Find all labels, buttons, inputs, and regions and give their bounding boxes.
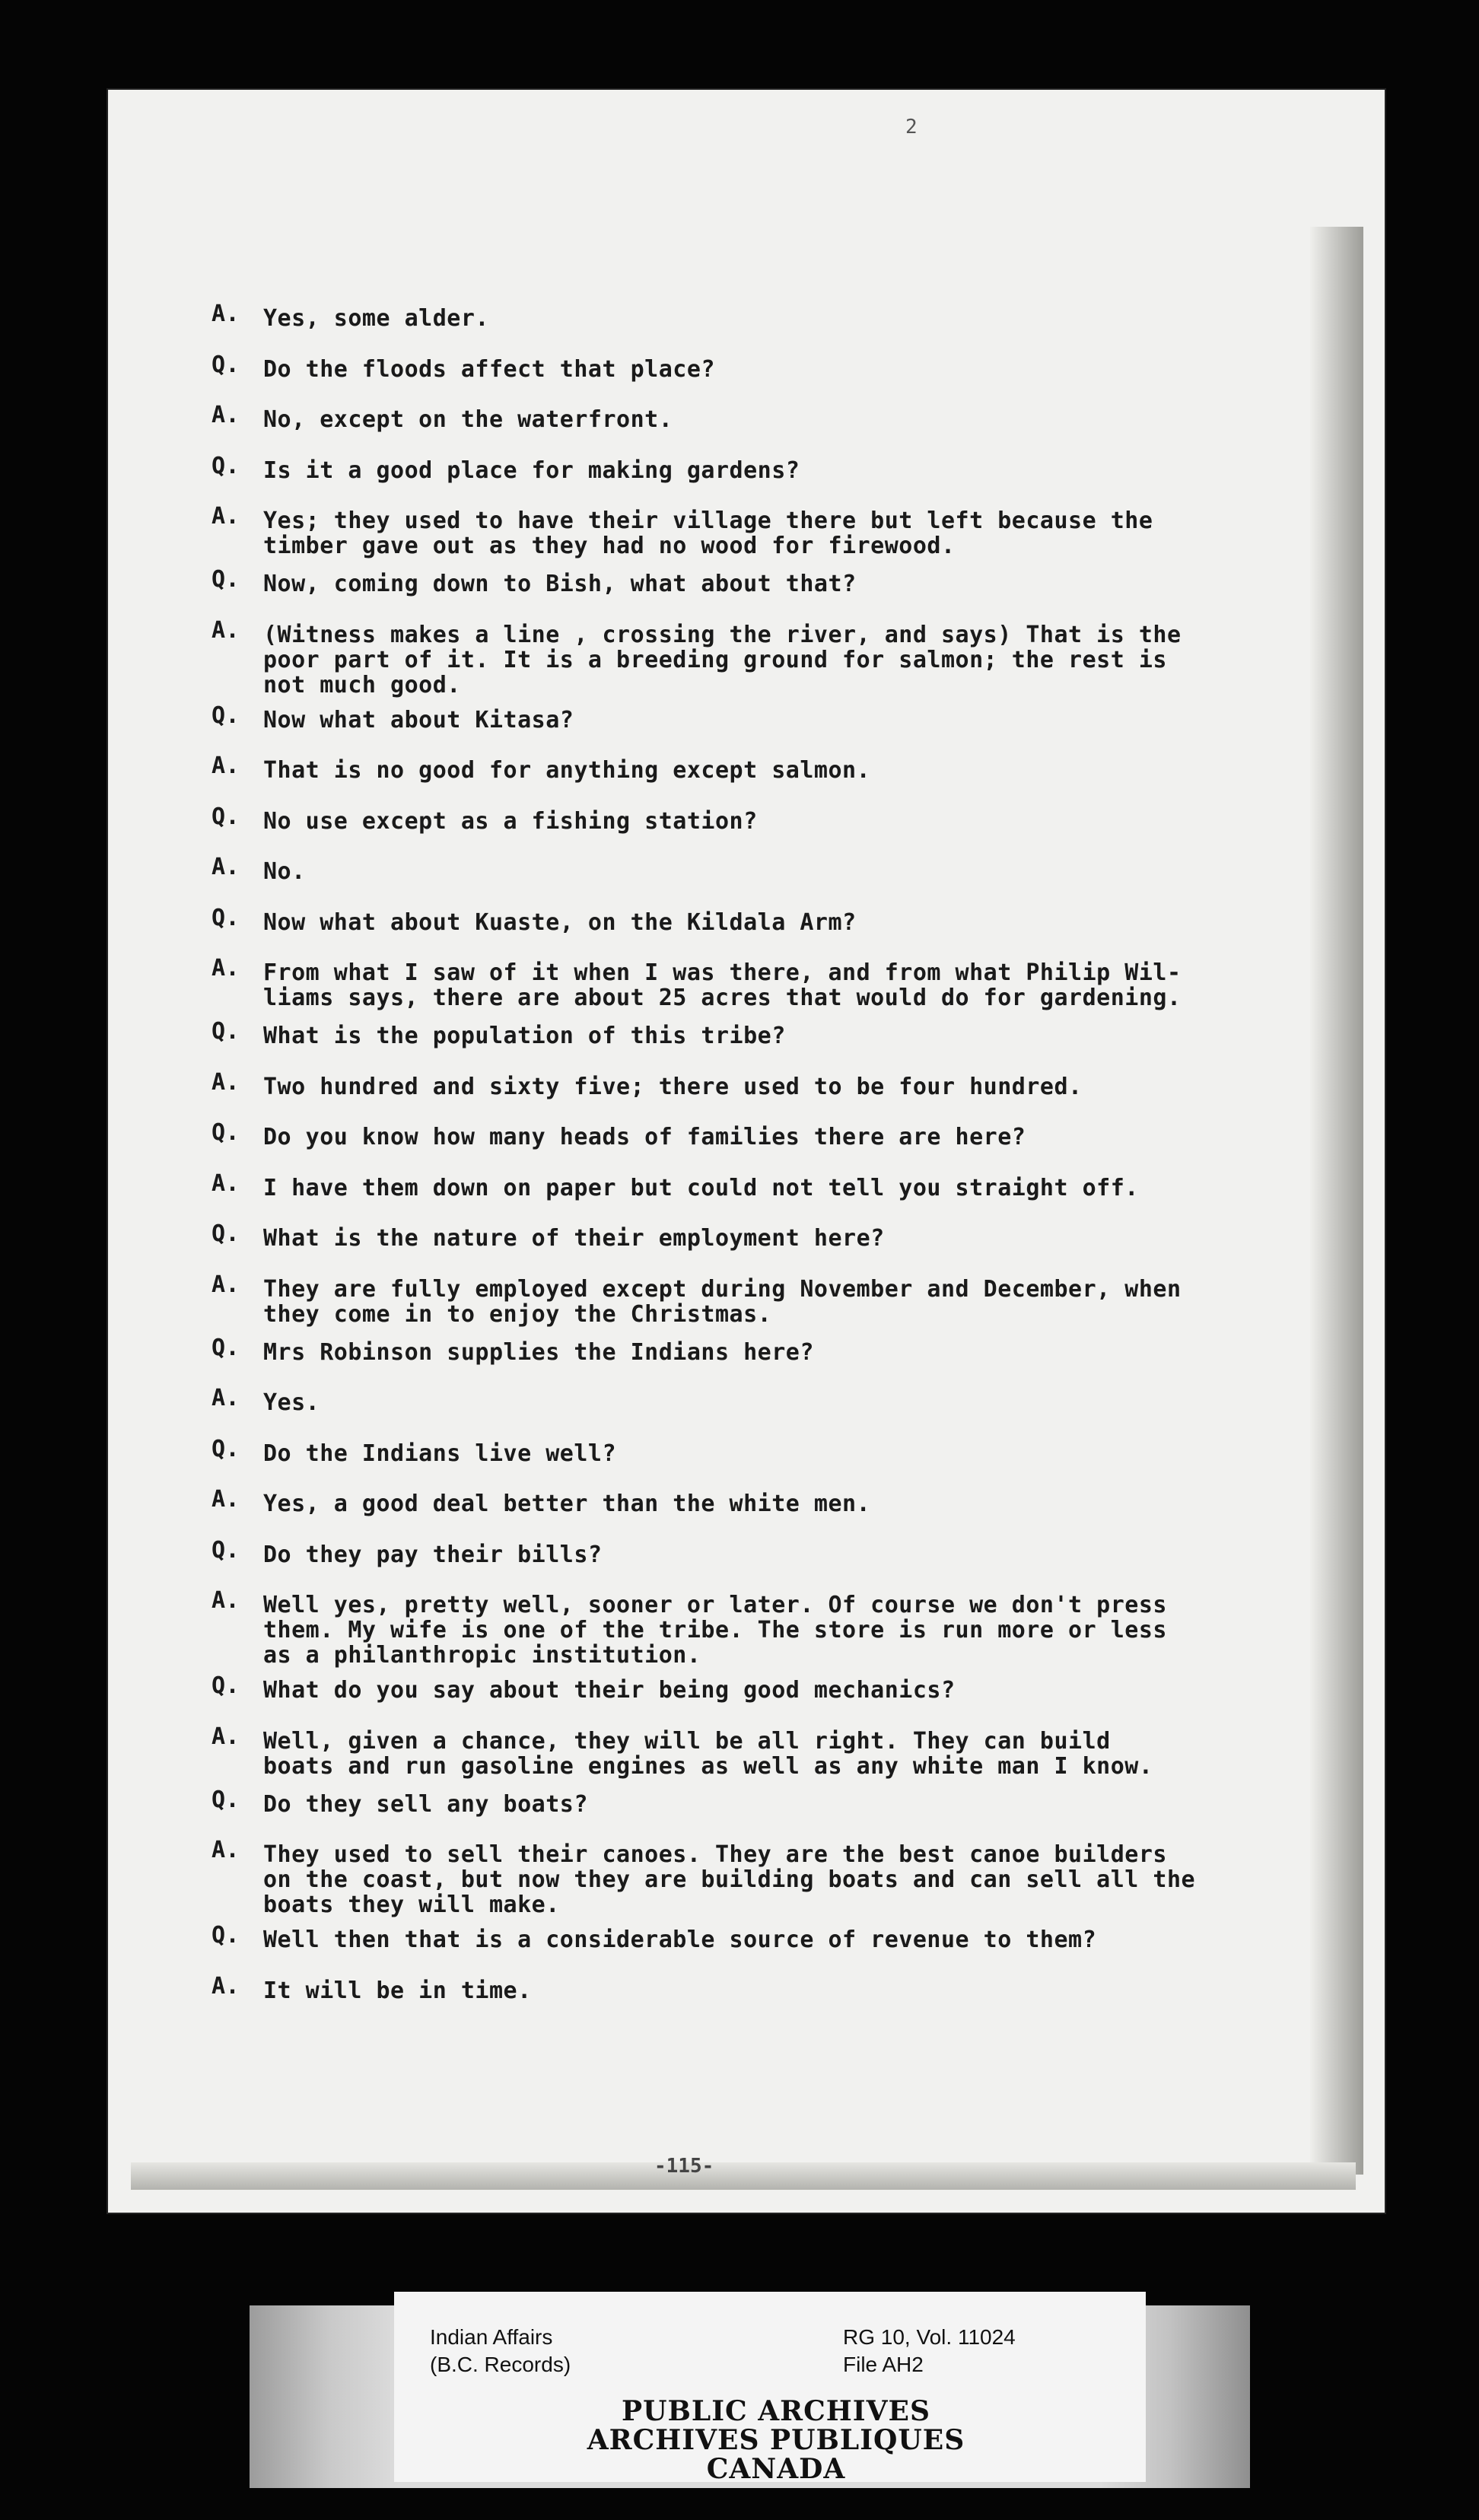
line-text: What is the nature of their employment here? (263, 1225, 885, 1252)
transcript-line (190, 1974, 1271, 2025)
speaker-label: A. (212, 402, 240, 428)
speaker-label: Q. (212, 1220, 240, 1247)
speaker-label: A. (212, 1587, 240, 1614)
speaker-label: A. (212, 1837, 240, 1863)
speaker-label: Q. (212, 803, 240, 830)
line-text: Now what about Kitasa? (263, 706, 574, 733)
line-text: Now what about Kuaste, on the Kildala Arm? (263, 908, 857, 936)
speaker-label: A. (212, 955, 240, 982)
speaker-label: A. (212, 301, 240, 327)
line-text: Do they pay their bills? (263, 1541, 603, 1568)
line-text: No use except as a fishing station? (263, 807, 758, 835)
speaker-label: Q. (212, 1018, 240, 1045)
line-text: Well yes, pretty well, sooner or later. Of course we don't press them. My wife is one of the tribe. The store is run more or less as a philanthropic institution. (263, 1592, 1167, 1669)
line-text: From what I saw of it when I was there, and from what Philip Wil- liams says, there are about 25 acres that would do for gardening. (263, 959, 1182, 1011)
speaker-label: A. (212, 1972, 240, 2000)
transcript-line (190, 753, 1271, 804)
transcript-line (190, 402, 1271, 453)
speaker-label: A. (212, 616, 240, 644)
transcript-line (190, 453, 1271, 504)
speaker-label: A. (212, 1169, 240, 1197)
transcript-line (190, 1673, 1271, 1724)
speaker-label: A. (212, 854, 240, 880)
line-text: Well then that is a considerable source of revenue to them? (263, 1927, 1097, 1953)
speaker-label: A. (212, 1486, 240, 1513)
transcript-line (190, 618, 1271, 703)
stamp-line-english: PUBLIC ARCHIVES (622, 2395, 930, 2427)
speaker-label: Q. (212, 1922, 240, 1949)
page-bottom-shadow (131, 2162, 1356, 2190)
transcript-line (190, 1120, 1271, 1171)
speaker-label: Q. (212, 904, 240, 931)
reference-line: RG 10, Vol. 11024 (843, 2325, 1016, 2349)
speaker-label: Q. (212, 1435, 240, 1462)
line-text: Yes. (263, 1389, 320, 1416)
transcript-line (190, 1221, 1271, 1272)
speaker-label: Q. (212, 452, 240, 479)
line-text: Yes, a good deal better than the white men. (263, 1491, 871, 1517)
transcript-line (190, 1171, 1271, 1222)
line-text: They used to sell their canoes. They are the best canoe builders on the coast, but now they are building boats and can sell all the boats they will make. (263, 1841, 1196, 1918)
transcript-line (190, 301, 1271, 352)
line-text: They are fully employed except during November and December, when they come in to enjoy the Christmas. (263, 1275, 1182, 1328)
line-text: What is the population of this tribe? (263, 1023, 786, 1049)
page-mark: 2 (905, 116, 918, 138)
page-curl-shadow (1310, 227, 1363, 2175)
line-text: Is it a good place for making gardens? (263, 457, 800, 484)
line-text: I have them down on paper but could not tell you straight off. (263, 1174, 1139, 1201)
speaker-label: A. (212, 1271, 240, 1298)
speaker-label: Q. (212, 1334, 240, 1361)
transcript-line (190, 567, 1271, 618)
line-text: It will be in time. (263, 1977, 532, 2004)
stamp-line-french: ARCHIVES PUBLIQUES (587, 2424, 965, 2456)
folio-number: -115- (654, 2155, 714, 2178)
transcript-line (190, 804, 1271, 855)
transcript (190, 301, 1271, 2024)
transcript-line (190, 1487, 1271, 1538)
line-text: Do the Indians live well? (263, 1440, 617, 1467)
speaker-label: A. (212, 752, 240, 779)
collection-line: Indian Affairs (430, 2325, 553, 2349)
transcript-line (190, 1437, 1271, 1488)
line-text: That is no good for anything except salmon. (263, 757, 871, 784)
line-text: Yes; they used to have their village there but left because the timber gave out as they had no wood for firewood. (263, 508, 1153, 559)
stamp-line-country: CANADA (706, 2453, 846, 2485)
line-text: Well, given a chance, they will be all right. They can build boats and run gasoline engines as well as any white man I know. (263, 1727, 1153, 1780)
speaker-label: A. (212, 1723, 240, 1750)
speaker-label: Q. (212, 566, 240, 593)
transcript-line (190, 352, 1271, 403)
transcript-line (190, 1335, 1271, 1386)
archive-stamp (563, 2397, 989, 2483)
speaker-label: Q. (212, 351, 240, 378)
reference-subline: File AH2 (843, 2353, 924, 2376)
line-text: Do you know how many heads of families there are here? (263, 1124, 1026, 1150)
speaker-label: Q. (212, 1672, 240, 1699)
transcript-line (190, 905, 1271, 956)
transcript-line (190, 703, 1271, 754)
line-text: What do you say about their being good mechanics? (263, 1677, 956, 1704)
line-text: Now, coming down to Bish, what about that? (263, 571, 857, 597)
speaker-label: A. (212, 503, 240, 530)
line-text: Do they sell any boats? (263, 1790, 588, 1818)
transcript-line (190, 1838, 1271, 1923)
transcript-line (190, 1923, 1271, 1974)
transcript-line (190, 1272, 1271, 1335)
transcript-line (190, 1019, 1271, 1070)
speaker-label: A. (212, 1068, 240, 1096)
transcript-line (190, 1724, 1271, 1787)
speaker-label: Q. (212, 1786, 240, 1813)
line-text: Mrs Robinson supplies the Indians here? (263, 1338, 814, 1366)
line-text: Two hundred and sixty five; there used to be four hundred. (263, 1073, 1083, 1100)
reference-info (843, 2324, 1016, 2378)
collection-info (430, 2324, 571, 2378)
transcript-line (190, 854, 1271, 905)
transcript-line (190, 956, 1271, 1019)
speaker-label: Q. (212, 1536, 240, 1564)
transcript-line (190, 1588, 1271, 1673)
transcript-line (190, 504, 1271, 567)
speaker-label: Q. (212, 1119, 240, 1146)
transcript-line (190, 1070, 1271, 1121)
transcript-line (190, 1538, 1271, 1589)
line-text: Yes, some alder. (263, 305, 489, 332)
line-text: No, except on the waterfront. (263, 406, 673, 433)
speaker-label: Q. (212, 702, 240, 729)
transcript-line (190, 1787, 1271, 1838)
line-text: Do the floods affect that place? (263, 355, 715, 383)
collection-subline: (B.C. Records) (430, 2353, 571, 2376)
speaker-label: A. (212, 1385, 240, 1411)
line-text: (Witness makes a line , crossing the river, and says) That is the poor part of it. It is a breeding ground for salmon; the rest is not much good. (263, 621, 1182, 698)
line-text: No. (263, 858, 306, 885)
transcript-line (190, 1386, 1271, 1437)
